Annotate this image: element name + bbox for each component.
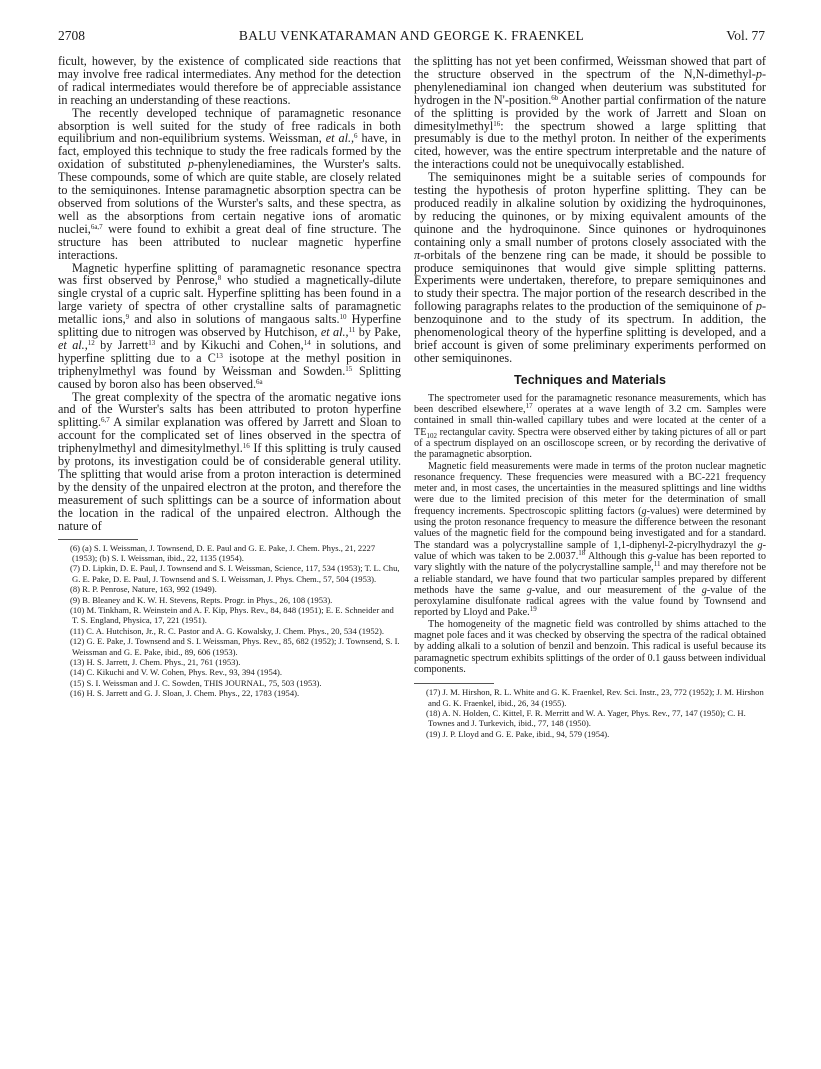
footnote-rule [58,539,138,540]
paragraph: The recently developed technique of paramagnetic resonance absorption is well suited for the study of free radicals in both equilibrium and non-equilibrium systems. Weissman, et al.,$^6$ have, in fact, employed this technique to study the free radicals formed by the oxidation of substituted p-phenylenediamines, the Wurster's salts. These compounds, some of which are quite stable, are closely related to the semiquinones. Intense paramagnetic absorption spectra can be observed from solutions of the Wurster's salts, and these spectra, as well as the absorptions from certain negative ions of aromatic nuclei,$^{6a,7}$ were found to exhibit a great deal of fine structure. The structure has been attributed to nuclear magnetic hyperfine interactions. [58,105,401,262]
footnote: (7) D. Lipkin, D. E. Paul, J. Townsend and S. I. Weissman, Science, 117, 534 (1953); T. L. Chu, G. E. Pake, D. E. Paul, J. Townsend and S. I. Weissman, J. Phys. Chem., 57, 504 (1953). [70,563,400,584]
footnote: (16) H. S. Jarrett and G. J. Sloan, J. Chem. Phys., 22, 1783 (1954). [70,688,300,699]
footnote: (18) A. N. Holden, C. Kittel, F. R. Merritt and W. A. Yager, Phys. Rev., 77, 147 (1950); C. H. Townes and J. Turkevich, ibid., 77, 148 (1950). [426,707,746,729]
footnotes-left [58,543,401,699]
footnote: (11) C. A. Hutchison, Jr., R. C. Pastor and A. G. Kowalsky, J. Chem. Phys., 20, 534 (1952). [70,625,384,636]
footnotes-right [414,687,766,739]
paragraph: ficult, however, by the existence of complicated side reactions that may involve free radical intermediates. Any method for the detection of radical intermediates would therefore be of appreciable assistance in reaching an understanding of these reactions. [58,54,401,107]
section-text [414,393,766,675]
left-body-text [58,55,401,533]
right-column [414,55,766,739]
footnote: (19) J. P. Lloyd and G. E. Pake, ibid., 94, 579 (1954). [426,728,610,739]
section-heading: Techniques and Materials [514,372,666,387]
volume-label: Vol. 77 [726,28,765,43]
paragraph: The homogeneity of the magnetic field was controlled by shims attached to the magnet pole faces and it was checked by observing the spectra of the radical obtained by adding alkali to a solution of benzil and benzoin. This radical is useful because its paramagnetic spectrum exhibits splittings of the order of 0.1 gauss between individual components. [414,618,766,675]
running-header [58,28,765,50]
footnote: (17) J. M. Hirshon, R. L. White and G. K. Fraenkel, Rev. Sci. Instr., 23, 772 (1952); J. M. Hirshon and G. K. Fraenkel, ibid., 26, 34 (1955). [426,687,764,708]
paragraph: Magnetic hyperfine splitting of paramagnetic resonance spectra was first observed by Penrose,$^8$ who studied a magnetically-dilute single crystal of a cupric salt. Hyperfine splitting has been found in a large variety of spectra of other crystalline salts of paramagnetic metallic ions,$^9$ and also in solutions of mangaous salts.$^{10}$ Hyperfine splitting due to nitrogen was observed by Hutchison, et al.,$^{11}$ by Pake, et al.,$^{12}$ by Jarrett$^{13}$ and by Kikuchi and Cohen,$^{14}$ in solutions, and hyperfine splitting due to a $C^{13}$ isotope at the methyl position in triphenylmethyl was found by Weissman and Sowden.$^{15}$ Splitting caused by boron also has been observed.$^{6a}$ [58,260,402,391]
page-number: 2708 [58,28,85,43]
paragraph: Magnetic field measurements were made in terms of the proton nuclear magnetic resonance frequency. These frequencies were measured with a BC-221 frequency meter and, in most cases, the uncertainties in the measured splittings and line widths were due to the limited precision of this meter for the determination of small frequency increments. Spectroscopic splitting factors (g-values) were determined by using the proton resonance frequency to measure the difference between the resonant values of the magnetic field for the compound being investigated and for a standard. The standard was a polycrystalline sample of 1,1-diphenyl-2-picrylhydrazyl the g-value of which was taken to be 2.0037.18 Although this g-value has been reported to vary slightly with the nature of the polycrystalline sample,$^{11}$ and may therefore not be a reliable standard, we have found that two particular samples prepared by different methods have the same g-value, and our measurement of the g-value of the peroxylamine disulfonate radical agrees with the value found by Townsend and reported by Lloyd and Pake.$^{19}$ [414,460,766,619]
left-column [58,55,401,699]
footnote: (13) H. S. Jarrett, J. Chem. Phys., 21, 761 (1953). [70,657,241,667]
paragraph: The spectrometer used for the paramagnetic resonance measurements, which has been described elsewhere,$^{17}$ operates at a wave length of 3.2 cm. Samples were contained in small thin-walled capillary tubes and were located at the center of a $TE_{102}$ rectangular cavity. Spectra were observed either by taking pictures of all or part of a spectrum displayed on an oscilloscope screen, or by recording the derivative of the paramagnetic absorption. [414,392,766,461]
footnote: (6) (a) S. I. Weissman, J. Townsend, D. E. Paul and G. E. Pake, J. Chem. Phys., 21, 2227 (1953); (b) S. I. Weissman, ibid., 22, 1135 (1954). [70,542,376,563]
footnote: (10) M. Tinkham, R. Weinstein and A. F. Kip, Phys. Rev., 84, 848 (1951); E. E. Schneider and T. S. England, Physica, 17, 221 (1951). [70,604,394,626]
paragraph: The semiquinones might be a suitable series of compounds for testing the hypothesis of proton hyperfine splitting. They can be produced readily in alkaline solution by oxidizing the hydroquinones, by reducing the quinones, or by mixing equivalent amounts of the quinone and the hydroquinone. Since quinones or hydroquinones containing only a small number of protons closely associated with the π-orbitals of the benzene ring can be made, it should be possible to produce semiquinones that would give simple splitting patterns. Experiments were undertaken, therefore, to prepare semiquinones and to study their spectra. The major portion of the research described in the following paragraphs relates to the production of the semiquinone of p-benzoquinone and to the study of its spectrum. In addition, the phenomenological theory of the hyperfine splitting is developed, and a brief account is given of some preliminary experiments performed on other semiquinones. [414,170,766,365]
footnote: (15) S. I. Weissman and J. C. Sowden, THIS JOURNAL, 75, 503 (1953). [70,677,322,688]
right-body-text [414,55,766,365]
footnote: (14) C. Kikuchi and V. W. Cohen, Phys. Rev., 93, 394 (1954). [70,667,283,678]
footnote: (8) R. P. Penrose, Nature, 163, 992 (1949). [70,584,217,595]
paragraph: The great complexity of the spectra of the aromatic negative ions and of the Wurster's salts has been attributed to proton hyperfine splitting.$^{6,7}$ A similar explanation was offered by Jarrett and Sloan to account for the complicated set of lines observed in the spectra of triphenylmethyl and dimesitylmethyl.$^{16}$ If this splitting is truly caused by protons, its investigation could be of considerable general utility. The splitting that would arise from a proton interaction is determined by the density of the unpaired electron at the proton, and therefore the measurement of such splittings can be a source of information about the location in the radical of the unpaired electron. Although the nature of [58,389,401,533]
footnote: (12) G. E. Pake, J. Townsend and S. I. Weissman, Phys. Rev., 85, 682 (1952); J. Townsend, S. I. Weissman and G. E. Pake, ibid., 89, 606 (1953). [70,636,400,657]
footnote: (9) B. Bleaney and K. W. H. Stevens, Repts. Progr. in Phys., 26, 108 (1953). [70,594,333,605]
paragraph: the splitting has not yet been confirmed, Weissman showed that part of the structure observed in the spectrum of the N,N-dimethyl-p-phenylenediaminal ion changed when deuterium was substituted for hydrogen in the N'-position.$^{6b}$ Another partial confirmation of the nature of the splitting is provided by the work of Jarrett and Sloan on dimesitylmethyl$^{16}$: the spectrum showed a large splitting that presumably is due to the methyl proton. In neither of the experiments cited, however, was the entire spectrum interpretable and the nature of the interactions could not be unequivocally established. [414,54,767,172]
footnote-rule [414,683,494,684]
running-authors: BALU VENKATARAMAN AND GEORGE K. FRAENKEL [238,28,585,43]
